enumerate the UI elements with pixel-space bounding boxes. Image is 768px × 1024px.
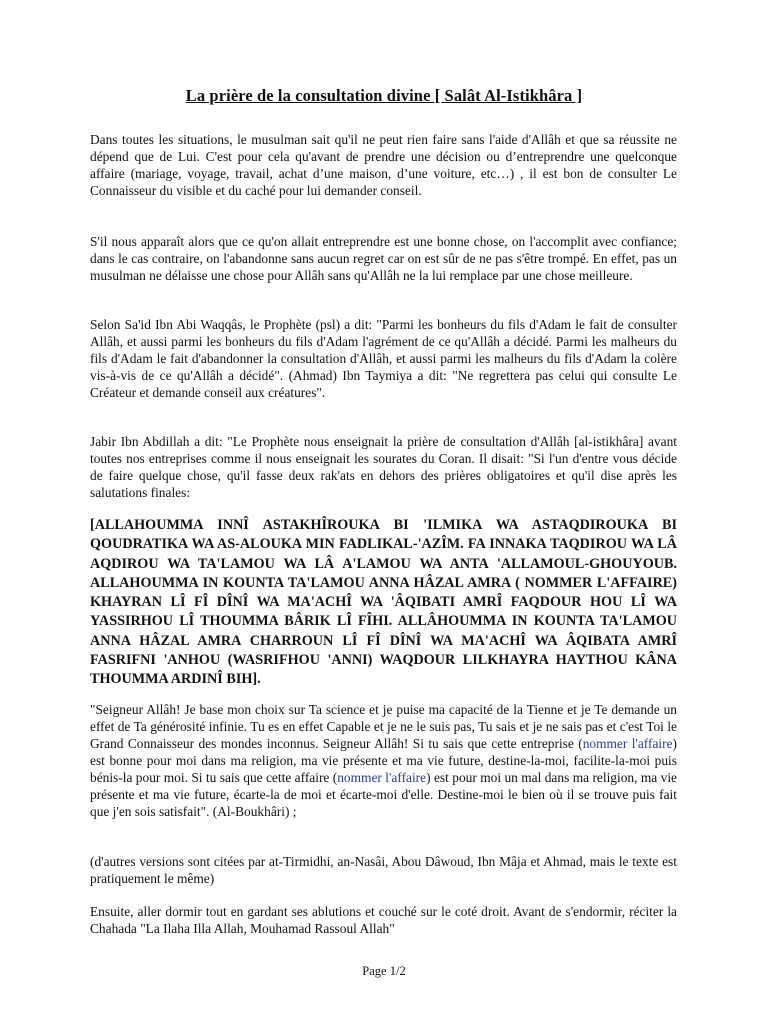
translation-text-part-3: ) est pour moi un mal dans ma religion, ma vie présente et ma vie future, écarte-la de moi et écarte-moi d'elle. Destine-moi le bien où il se trouve puis fait que j'en sois satisfait". (Al-Boukhâri) ; [90,770,677,819]
translation-text-part-2: ) est bonne pour moi dans ma religion, ma vie présente et ma vie future, destine-la-moi, facilite-la-moi puis bénis-la pour moi. Si tu sais que cette affaire ( [90,736,678,785]
prayer-transliteration: [ALLAHOUMMA INNÎ ASTAKHÎROUKA BI 'ILMIKA WA ASTAQDIROUKA BI QOUDRATIKA WA AS-ALOUKA MIN FADLIKAL-'AZÎM. FA INNAKA TAQDIROU WA LÂ AQDIROU WA TA'LAMOU WA LÂ A'LAMOU WA ANTA 'ALLAMOUL-GHOUYOUB. ALLAHOUMMA IN KOUNTA TA'LAMOU ANNA HÂZAL AMRA ( NOMMER L'AFFAIRE) KHAYRAN LÎ FÎ DÎNÎ WA MA'ACHÎ WA 'ÂQIBATI AMRÎ FAQDOUR HOU LÎ WA YASSIRHOU LÎ THOUMMA BÂRIK LÎ FÎHI. ALLÂHOUMMA IN KOUNTA TA'LAMOU ANNA HÂZAL AMRA CHARROUN LÎ FÎ DÎNÎ WA MA'ACHÎ WA ÂQIBATA AMRÎ FASRIFNI 'ANHOU (WASRIFHOU 'ANNI) WAQDOUR LILKHAYRA HAYTHOU KÂNA THOUMMA ARDINÎ BIH]. [90,517,677,688]
paragraph-introduction: Dans toutes les situations, le musulman sait qu'il ne peut rien faire sans l'aide d'Allâh et que sa réussite ne dépend que de Lui. C'est pour cela qu'avant de prendre une décision ou d’entreprendre une quelconque affaire (mariage, voyage, travail, achat d’une maison, d’une voiture, etc…) , il est bon de consulter Le Connaisseur du visible et du caché pour lui demander conseil. [90,132,677,198]
translation-text-part-1: "Seigneur Allâh! Je base mon choix sur Ta science et je puise ma capacité de la Tienne et je Te demande un effet de Ta générosité infinie. Tu es en effet Capable et je ne le suis pas, Tu sais et je ne sais pas et c'est Toi le Grand Connaisseur des mondes inconnus. Seigneur Allâh! Si tu sais que cette entreprise ( [90,702,677,751]
paragraph-outcome: S'il nous apparaît alors que ce qu'on allait entreprendre est une bonne chose, on l'accomplit avec confiance; dans le cas contraire, on l'abandonne sans aucun regret car on est sûr de ne pas s'être trompé. En effet, pas un musulman ne délaisse une chose pour Allâh sans qu'Allâh ne la lui remplace par une chose meilleure. [90,234,677,283]
nommer-affaire-link-1[interactable]: nommer l'affaire [582,736,673,751]
nommer-affaire-link-2[interactable]: nommer l'affaire [337,770,427,785]
paragraph-other-versions: (d'autres versions sont citées par at-Tirmidhi, an-Nasâi, Abou Dâwoud, Ibn Mâja et Ahmad, mais le texte est pratiquement le même) [90,854,677,886]
paragraph-hadith-saad: Selon Sa'id Ibn Abi Waqqâs, le Prophète (psl) a dit: "Parmi les bonheurs du fils d'Adam le fait de consulter Allâh, et aussi parmi les bonheurs du fils d'Adam l'agrément de ce qu'Allâh a décidé. Parmi les malheurs du fils d'Adam le fait d'abandonner la consultation d'Allâh, et aussi parmi les malheurs du fils d'Adam la colère vis-à-vis de ce qu'Allâh a décidé". (Ahmad) Ibn Taymiya a dit: "Ne regrettera pas celui qui consulte Le Créateur et demande conseil aux créatures". [90,317,677,400]
document-title: La prière de la consultation divine [ Salât Al-Istikhâra ] [185,86,583,105]
page-number-footer: Page 1/2 [362,964,406,978]
paragraph-hadith-jabir: Jabir Ibn Abdillah a dit: "Le Prophète nous enseignait la prière de consultation d'Allâh [al-istikhâra] avant toutes nos entreprises comme il nous enseignait les sourates du Coran. Il disait: "Si l'un d'entre vous décide de faire quelque chose, qu'il fasse deux rak'ats en dehors des prières obligatoires et qu'il dise après les salutations finales: [90,434,677,500]
paragraph-prayer-translation [90,701,677,820]
paragraph-instructions: Ensuite, aller dormir tout en gardant ses ablutions et couché sur le coté droit. Avant de s'endormir, réciter la Chahada "La Ilaha Illa Allah, Mouhamad Rassoul Allah" [90,904,677,936]
